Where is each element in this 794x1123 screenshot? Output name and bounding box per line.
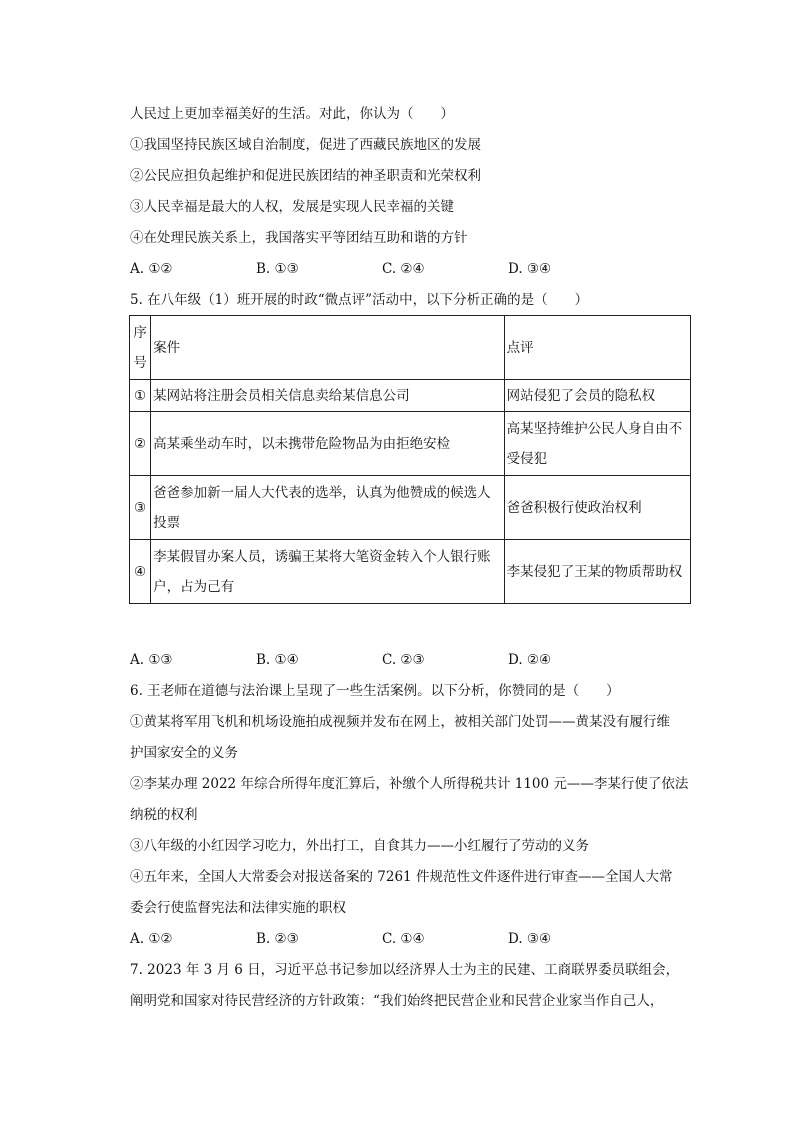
row-case: 李某假冒办案人员，诱骗王某将大笔资金转入个人银行账户，占为己有 [151,540,505,604]
q5-option-c[interactable]: C. ②③ [382,652,425,668]
q6-option-c[interactable]: C. ①④ [382,931,425,947]
q4-item-4: ④在处理民族关系上，我国落实平等团结互助和谐的方针 [130,230,468,246]
table-row [130,380,691,412]
q7-line: 阐明党和国家对待民营经济的方针政策：“我们始终把民营企业和民营企业家当作自己人， [130,993,664,1009]
q4-stem: 人民过上更加幸福美好的生活。对此，你认为（ ） [130,106,454,122]
q6-option-a[interactable]: A. ①② [130,931,173,947]
q4-options [130,259,690,279]
row-index: ④ [130,540,151,604]
q5-options [130,650,690,670]
q4-option-c[interactable]: C. ②④ [382,261,425,277]
q6-option-d[interactable]: D. ③④ [508,931,552,947]
q4-item-1: ①我国坚持民族区域自治制度，促进了西藏民族地区的发展 [130,137,481,153]
row-comment: 网站侵犯了会员的隐私权 [504,380,690,412]
row-index: ① [130,380,151,412]
header-index: 序号 [130,316,151,380]
table-row [130,412,691,476]
q6-line: ①黄某将军用飞机和机场设施拍成视频并发布在网上，被相关部门处罚——黄某没有履行维 [130,714,670,730]
q7-line: 7. 2023 年 3 月 6 日，习近平总书记参加以经济界人士为主的民建、工商联界委员联组会， [130,962,680,978]
row-case: 某网站将注册会员相关信息卖给某信息公司 [151,380,505,412]
q6-option-b[interactable]: B. ②③ [256,931,299,947]
q6-line: ②李某办理 2022 年综合所得年度汇算后，补缴个人所得税共计 1100 元——李某行使了依法 [130,776,689,792]
header-comment: 点评 [504,316,690,380]
q6-stem: 6. 王老师在道德与法治课上呈现了一些生活案例。以下分析，你赞同的是（ ） [130,683,620,699]
q6-line: ③八年级的小红因学习吃力，外出打工，自食其力——小红履行了劳动的义务 [130,838,589,854]
table-row [130,540,691,604]
row-index: ② [130,412,151,476]
q6-line: 委会行使监督宪法和法律实施的职权 [130,900,346,916]
q5-option-b[interactable]: B. ①④ [256,652,299,668]
q6-options [130,929,690,949]
table-header-row [130,316,691,380]
header-case: 案件 [151,316,505,380]
row-comment: 高某坚持维护公民人身自由不受侵犯 [504,412,690,476]
q5-case-table [129,315,691,604]
q4-item-3: ③人民幸福是最大的人权，发展是实现人民幸福的关键 [130,199,454,215]
row-comment: 爸爸积极行使政治权利 [504,476,690,540]
row-comment: 李某侵犯了王某的物质帮助权 [504,540,690,604]
q4-option-b[interactable]: B. ①③ [256,261,299,277]
table-row [130,476,691,540]
q4-option-a[interactable]: A. ①② [130,261,173,277]
row-case: 高某乘坐动车时，以未携带危险物品为由拒绝安检 [151,412,505,476]
q6-line: 护国家安全的义务 [130,745,238,761]
q4-item-2: ②公民应担负起维护和促进民族团结的神圣职责和光荣权利 [130,168,481,184]
row-case: 爸爸参加新一届人大代表的选举，认真为他赞成的候选人投票 [151,476,505,540]
q6-line: 纳税的权利 [130,807,198,823]
q4-option-d[interactable]: D. ③④ [508,261,552,277]
q5-option-a[interactable]: A. ①③ [130,652,173,668]
q5-option-d[interactable]: D. ②④ [508,652,552,668]
q6-line: ④五年来，全国人大常委会对报送备案的 7261 件规范性文件逐件进行审查——全国人大常 [130,869,673,885]
row-index: ③ [130,476,151,540]
q5-stem: 5. 在八年级（1）班开展的时政“微点评”活动中，以下分析正确的是（ ） [130,292,589,308]
